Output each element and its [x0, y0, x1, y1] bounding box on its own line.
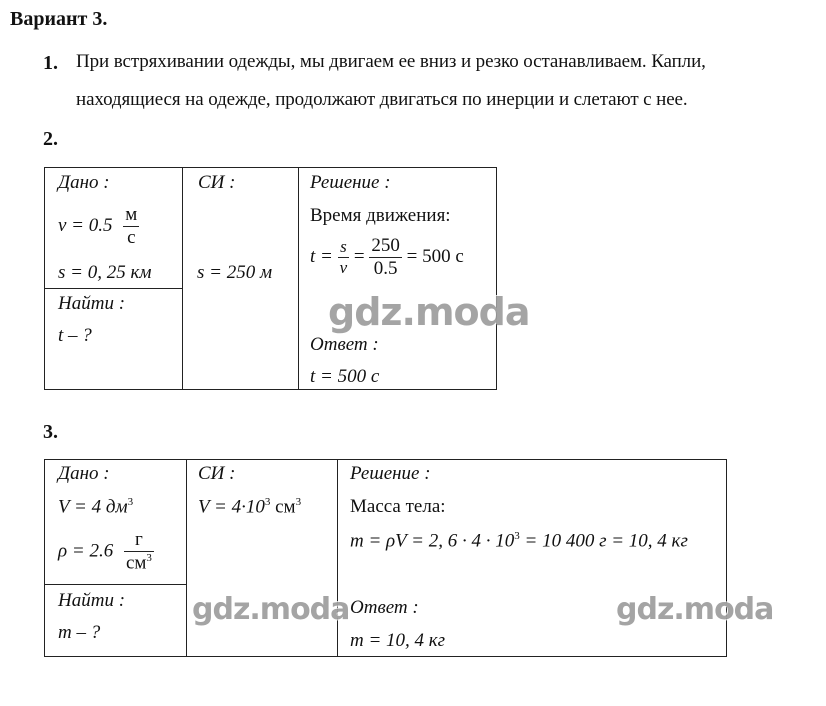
task3-number: 3.: [43, 421, 58, 443]
task3-density: [58, 530, 154, 574]
task3-density-unit-num: г: [124, 530, 154, 552]
task2-frac2-num: 250: [371, 235, 400, 256]
task3-solution-label: Решение :: [350, 463, 431, 484]
task2-row-divider: [44, 288, 183, 289]
task3-density-value: ρ = 2.6: [58, 540, 114, 562]
task2-find-label: Найти :: [58, 293, 126, 314]
task3-density-unit-exp: 3: [146, 551, 152, 564]
task2-si-distance: s = 250 м: [197, 262, 273, 283]
task3-answer-value: m = 10, 4 кг: [350, 630, 446, 651]
task2-v-unit-den: с: [127, 226, 136, 248]
task2-eq1: =: [353, 246, 365, 268]
page-title: Вариант 3.: [10, 8, 108, 30]
task3-solution-text: Масса тела:: [350, 496, 446, 517]
task3-si-volume: [198, 496, 301, 518]
task2-formula: [310, 236, 464, 280]
task2-given-label: Дано :: [58, 172, 110, 193]
task1-number: 1.: [43, 52, 58, 74]
task2-solution-label: Решение :: [310, 172, 391, 193]
task2-frac-values: [369, 236, 402, 280]
watermark-logo-3: gdz.moda: [616, 592, 774, 627]
task3-volume-value: V = 4 дм: [58, 496, 128, 518]
task3-formula-exp: 3: [514, 530, 520, 542]
watermark-logo-1: gdz.moda: [328, 290, 530, 334]
task3-density-unit: [124, 530, 154, 574]
task2-number: 2.: [43, 128, 58, 150]
task3-find-value: m – ?: [58, 622, 101, 643]
task2-v-value: v = 0.5: [58, 215, 113, 237]
task2-si-label: СИ :: [198, 172, 236, 193]
task3-si-label: СИ :: [198, 463, 236, 484]
task3-formula-suffix: = 10 400 г = 10, 4 кг: [519, 530, 688, 552]
task3-formula: [350, 530, 688, 552]
task2-t-lhs: t =: [310, 246, 333, 268]
task2-v-unit-num: м: [125, 204, 138, 225]
task2-frac-s-v: [338, 238, 350, 277]
task2-v-unit: [123, 205, 139, 249]
task3-si-volume-exp: 3: [264, 496, 271, 508]
task2-col-divider-1: [182, 167, 183, 389]
task3-si-volume-unit: см: [270, 496, 296, 518]
task3-answer-label: Ответ :: [350, 597, 419, 618]
task2-frac2-den: 0.5: [373, 257, 398, 279]
task1-text-line1: При встряхивании одежды, мы двигаем ее вниз и резко останавливаем. Капли,: [76, 51, 706, 72]
task2-velocity: [58, 205, 139, 249]
task3-find-label: Найти :: [58, 590, 126, 611]
task3-si-volume-value: V = 4·10: [198, 496, 265, 518]
task2-frac1-den: v: [339, 257, 348, 277]
task3-formula-prefix: m = ρV = 2, 6 · 4 · 10: [350, 530, 515, 552]
task2-find-value: t – ?: [58, 325, 92, 346]
task3-volume: [58, 496, 133, 518]
task2-col-divider-2: [298, 167, 299, 389]
task2-distance: s = 0, 25 км: [58, 262, 152, 283]
task3-volume-exp: 3: [127, 496, 134, 508]
task3-given-label: Дано :: [58, 463, 110, 484]
task2-solution-text: Время движения:: [310, 205, 451, 226]
task3-si-volume-unit-exp: 3: [295, 496, 302, 508]
watermark-logo-2: gdz.moda: [192, 592, 350, 627]
task1-text-line2: находящиеся на одежде, продолжают двигаться по инерции и слетают с нее.: [76, 89, 688, 110]
task3-density-unit-den: см: [125, 552, 147, 574]
task2-frac1-num: s: [338, 238, 350, 258]
task3-row-divider: [44, 584, 187, 585]
task3-col-divider-1: [186, 459, 187, 656]
task2-result: = 500 с: [406, 246, 464, 268]
task2-answer-label: Ответ :: [310, 334, 379, 355]
task2-answer-value: t = 500 с: [310, 366, 380, 387]
